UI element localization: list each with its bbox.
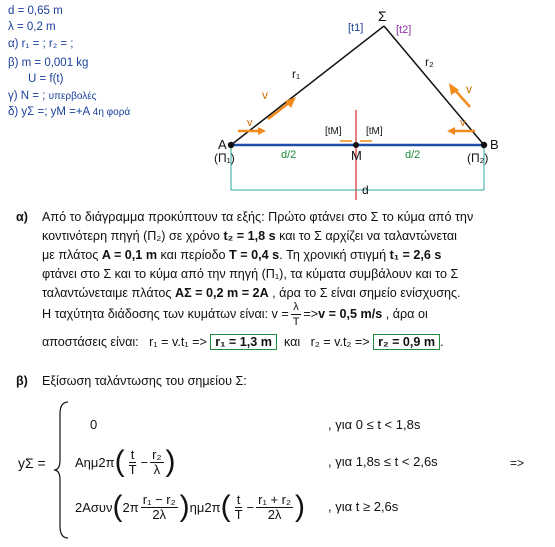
text: με πλάτος (42, 248, 102, 262)
arrow-base-right-head (447, 127, 455, 135)
numerator: t (236, 491, 241, 507)
text: αποστάσεις είναι: r₁ = v.t₁ => (42, 335, 211, 349)
text: 2Aσυν (75, 499, 113, 515)
brace (52, 400, 72, 540)
part-b-marker: β) (16, 374, 28, 388)
label-source-1: (Π₁) (214, 151, 235, 165)
value-t1: t₁ = 2,6 s (389, 248, 442, 262)
text: Aημ2π (75, 454, 115, 470)
side-r1 (231, 26, 384, 145)
arrow-base-left-head (258, 127, 266, 135)
given-lambda: λ = 0,2 m (8, 21, 56, 33)
part-a-line-6 (42, 300, 428, 329)
paren-open: ( (112, 490, 123, 523)
text: 2π (122, 499, 139, 515)
label-source-2: (Π₂) (467, 151, 489, 165)
part-a-line-7 (42, 333, 444, 352)
paren-close: ) (165, 445, 176, 478)
denominator: T (234, 506, 243, 522)
question-c-note: υπερβολές (48, 91, 97, 102)
part-a-line-2 (42, 227, 457, 246)
numerator: λ (293, 301, 299, 313)
part-a-marker: α) (16, 210, 28, 224)
fraction-lambda-over-t (291, 300, 302, 329)
paren-open: ( (220, 490, 231, 523)
point-b (481, 142, 487, 148)
label-m: M (351, 148, 362, 163)
denominator: T (128, 461, 137, 477)
wave-diagram (0, 0, 555, 200)
label-half-right: d/2 (405, 149, 421, 161)
text: => (303, 307, 319, 321)
denominator: 2λ (267, 506, 282, 522)
numerator: r₂ (152, 446, 162, 462)
paren-close: ) (295, 490, 306, 523)
row1-expr: 0 (90, 417, 98, 432)
label-t1: [t1] (348, 22, 364, 34)
paren-close: ) (179, 490, 190, 523)
text: ημ2π (189, 499, 221, 515)
frac-t-over-T (127, 448, 139, 477)
numerator: t (130, 446, 135, 462)
point-a (228, 142, 234, 148)
question-d-text: δ) yΣ =; yΜ =+A (8, 106, 93, 118)
frac-r2-over-lambda (150, 448, 163, 477)
denominator: λ (153, 461, 161, 477)
label-v-left: v (262, 88, 268, 102)
part-a-line-3 (42, 246, 441, 265)
value-speed: v = 0,5 m/s (318, 307, 383, 321)
value-amplitude: A = 0,1 m (101, 248, 158, 262)
row2-cond: , για 1,8s ≤ t < 2,6s (328, 454, 438, 469)
denominator: 2λ (152, 506, 167, 522)
question-a: α) r₁ = ; r₂ = ; (8, 38, 74, 50)
numerator: r₁ + r₂ (258, 491, 292, 507)
given-d: d = 0,65 m (8, 5, 63, 17)
result-r2: r₂ = 0,9 m (373, 334, 440, 350)
label-tm-right: [tM] (366, 126, 383, 137)
row1-cond: , για 0 ≤ t < 1,8s (328, 417, 421, 432)
question-b: β) m = 0,001 kg (8, 57, 89, 69)
label-d: d (362, 183, 369, 197)
label-half-left: d/2 (281, 149, 297, 161)
label-b: B (490, 137, 499, 152)
text: , άρα το Σ είναι σημείο ενίσχυσης. (268, 286, 461, 300)
text: . (440, 335, 444, 349)
text: Η ταχύτητα διάδοσης των κυμάτων είναι: v = (42, 307, 289, 321)
row3-expr (75, 488, 305, 526)
question-b-sub: U = f(t) (28, 73, 64, 85)
arrow-left-side (268, 102, 290, 119)
text: και περίοδο (157, 248, 230, 262)
text: και r₂ = v.t₂ => (276, 335, 374, 349)
text: . Τη χρονική στιγμή (279, 248, 390, 262)
label-v-bottom-right: v (460, 117, 466, 129)
label-t2: [t2] (396, 24, 412, 36)
value-period: T = 0,4 s (229, 248, 280, 262)
text: ταλαντώνεταιμε πλάτος (42, 286, 175, 300)
question-c-text: γ) N = ; (8, 90, 49, 102)
row2-arrow: => (510, 456, 525, 470)
minus: − (246, 499, 255, 515)
text: και το Σ αρχίζει να ταλαντώνεται (275, 229, 457, 243)
result-r1: r₁ = 1,3 m (210, 334, 277, 350)
part-b-title: Εξίσωση ταλάντωσης του σημείου Σ: (42, 374, 247, 388)
label-v-bottom-left: v (247, 117, 253, 129)
value-a-sigma: AΣ = 0,2 m = 2A (175, 286, 269, 300)
frac-r1-plus-r2 (256, 493, 293, 522)
part-a-line-1: Από το διάγραμμα προκύπτουν τα εξής: Πρώτο φτάνει στο Σ το κύμα από την (42, 210, 474, 224)
minus: − (140, 454, 149, 470)
frac-r1-minus-r2 (141, 493, 178, 522)
label-a: A (218, 137, 227, 152)
row3-cond: , για t ≥ 2,6s (328, 499, 399, 514)
question-d-note: 4η φορά (92, 107, 131, 118)
label-r1: r₁ (292, 67, 301, 81)
part-a-line-4: φτάνει στο Σ και το κύμα από την πηγή (Π₁), τα κύματα συμβάλουν και το Σ (42, 267, 459, 281)
text: κοντινότερη πηγή (Π₂) σε χρόνο (42, 229, 224, 243)
equation-lhs: yΣ = (18, 455, 46, 471)
value-t2: t₂ = 1,8 s (223, 229, 276, 243)
paren-open: ( (114, 445, 125, 478)
row2-expr (75, 443, 176, 481)
text: , άρα οι (382, 307, 428, 321)
label-sigma: Σ (378, 8, 387, 24)
frac-t-over-T (233, 493, 245, 522)
label-r2: r₂ (425, 55, 434, 69)
denominator: T (292, 316, 300, 328)
label-v-right: v (466, 82, 472, 96)
label-tm-left: [tM] (325, 126, 342, 137)
numerator: r₁ − r₂ (142, 491, 176, 507)
